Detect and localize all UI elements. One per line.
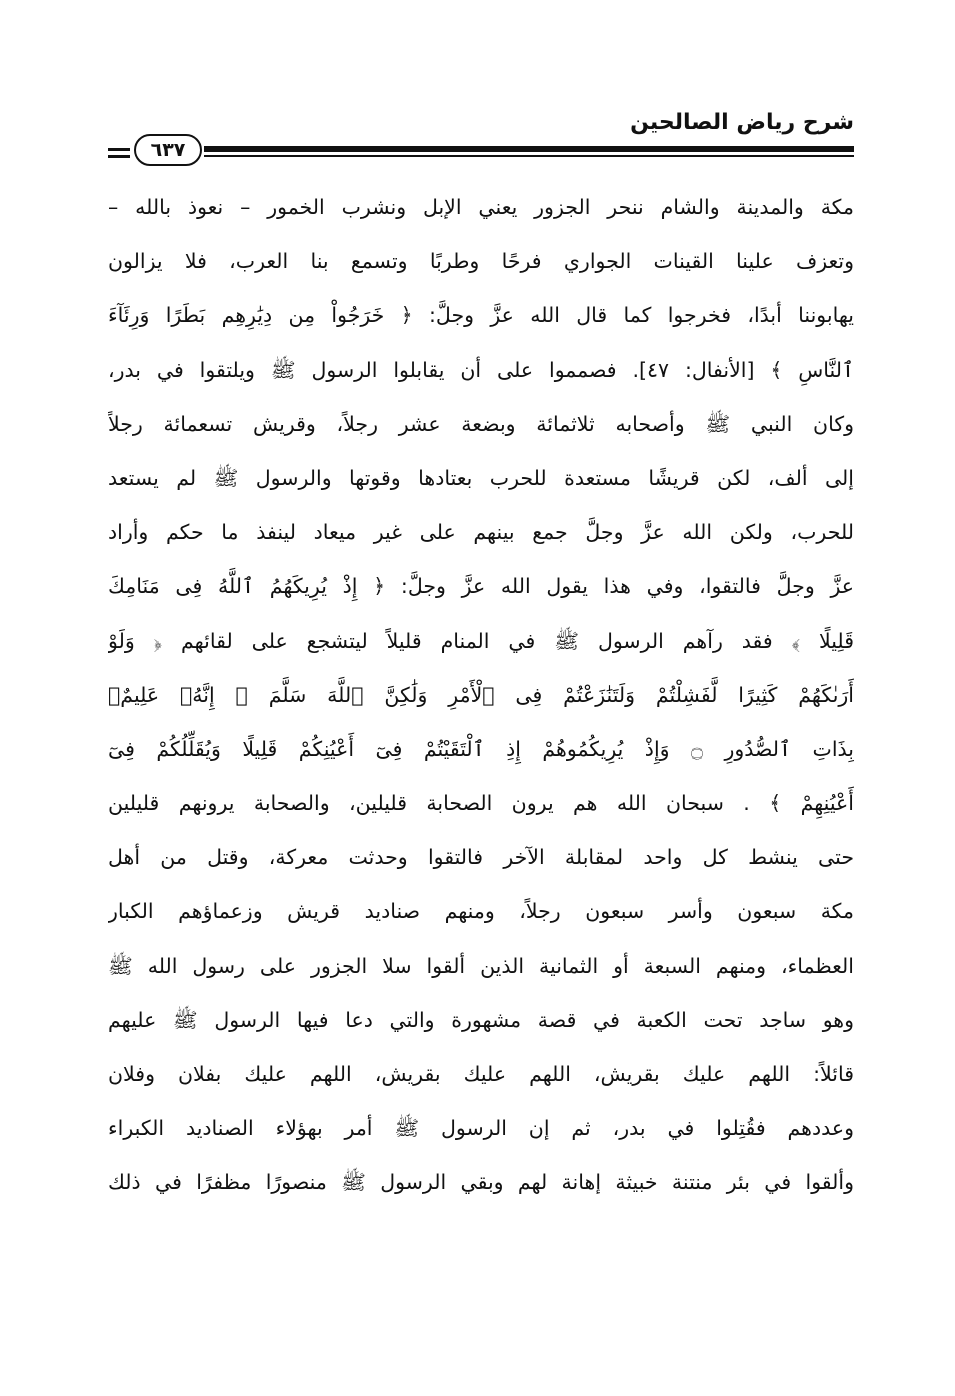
text-line: يهابوننا أبدًا، فخرجوا كما قال الله عزَّ وجلَّ: ﴿ خَرَجُواْ مِن دِيَٰرِهِم بَطَرًا وَرِئَآءَ (108, 303, 854, 328)
text-line: حتى ينشط كل واحد لمقابلة الآخر فالتقوا وحدثت معركة، وقتل من أهل (108, 845, 854, 870)
text-line: أَعْيُنِهِمْ ﴾ . سبحان الله هم يرون الصحابة قليلين، والصحابة يرونهم قليلين (108, 791, 854, 816)
text-line: قَلِيلًا ﴾ فقد رآهم الرسول ﷺ في المنام قليلاً ليتشجع على لقائهم ﴿ وَلَوْ (108, 628, 854, 653)
text-line: أَرَىٰكَهُمْ كَثِيرًا لَّفَشِلْتُمْ وَلَتَنَٰزَعْتُمْ فِى ٱلْأَمْرِ وَلَٰكِنَّ ٱللَّهَ سَلَّمَ ۗ إِنَّهُۥ عَلِيمٌۢ (108, 682, 854, 707)
page-number: ٦٣٧ (134, 134, 202, 166)
book-title: شرح رياض الصالحين (630, 110, 854, 135)
text-line: للحرب، ولكن الله عزَّ وجلَّ جمع بينهم على غير ميعاد لينفذ ما حكم وأراد (108, 520, 854, 545)
text-line: مكة سبعون وأسر سبعون رجلاً، ومنهم صناديد قريش وزعماؤهم الكبار (108, 899, 854, 924)
header-rule-thin (204, 155, 854, 157)
header-rule-left-bottom (108, 155, 130, 158)
page-header (108, 108, 854, 178)
header-rule-thick (204, 146, 854, 152)
text-line: إلى ألف، لكن قريشًا مستعدة للحرب بعتادها وقوتها والرسول ﷺ لم يستعد (108, 465, 854, 490)
text-line: وألقوا في بئر منتنة خبيثة إهانة لهم وبقي الرسول ﷺ منصورًا مظفرًا في ذلك (108, 1170, 854, 1195)
text-line: عزَّ وجلَّ فالتقوا، وفي هذا يقول الله عزَّ وجلَّ: ﴿ إِذْ يُرِيكَهُمُ ٱللَّهُ فِى مَنَامِكَ (108, 574, 854, 599)
text-line: قائلاً: اللهم عليك بقريش، اللهم عليك بقريش، اللهم عليك بفلان وفلان (108, 1062, 854, 1086)
text-line: وعددهم فقُتِلوا في بدر، ثم إن الرسول ﷺ أمر بهؤلاء الصناديد الكبراء (108, 1116, 854, 1141)
text-line: وتعزف علينا القينات الجواري فرحًا وطربًا وتسمع بنا العرب، فلا يزالون (108, 249, 854, 274)
text-line: وكان النبي ﷺ وأصحابه ثلاثمائة وبضعة عشر رجلاً، وقريش تسعمائة رجلاً (108, 411, 854, 436)
text-line: مكة والمدينة والشام ننحر الجزور يعني الإبل ونشرب الخمور – نعوذ بالله – (108, 195, 854, 219)
text-line: ٱلنَّاسِ ﴾ [الأنفال: ٤٧]. فصمموا على أن يقابلوا الرسول ﷺ ويلتقوا في بدر، (108, 357, 854, 382)
header-rule-left-top (108, 148, 130, 151)
text-line: وهو ساجد تحت الكعبة في قصة مشهورة والتي دعا فيها الرسول ﷺ عليهم (108, 1007, 854, 1032)
text-line: بِذَاتِ ٱلصُّدُورِ ۝ وَإِذْ يُرِيكُمُوهُمْ إِذِ ٱلْتَقَيْتُمْ فِىٓ أَعْيُنِكُمْ قَلِيلًا وَيُقَلِّلُكُمْ فِىٓ (108, 736, 854, 761)
text-line: العظماء، ومنهم السبعة أو الثمانية الذين ألقوا سلا الجزور على رسول الله ﷺ (108, 953, 854, 978)
body-text (108, 180, 854, 1210)
